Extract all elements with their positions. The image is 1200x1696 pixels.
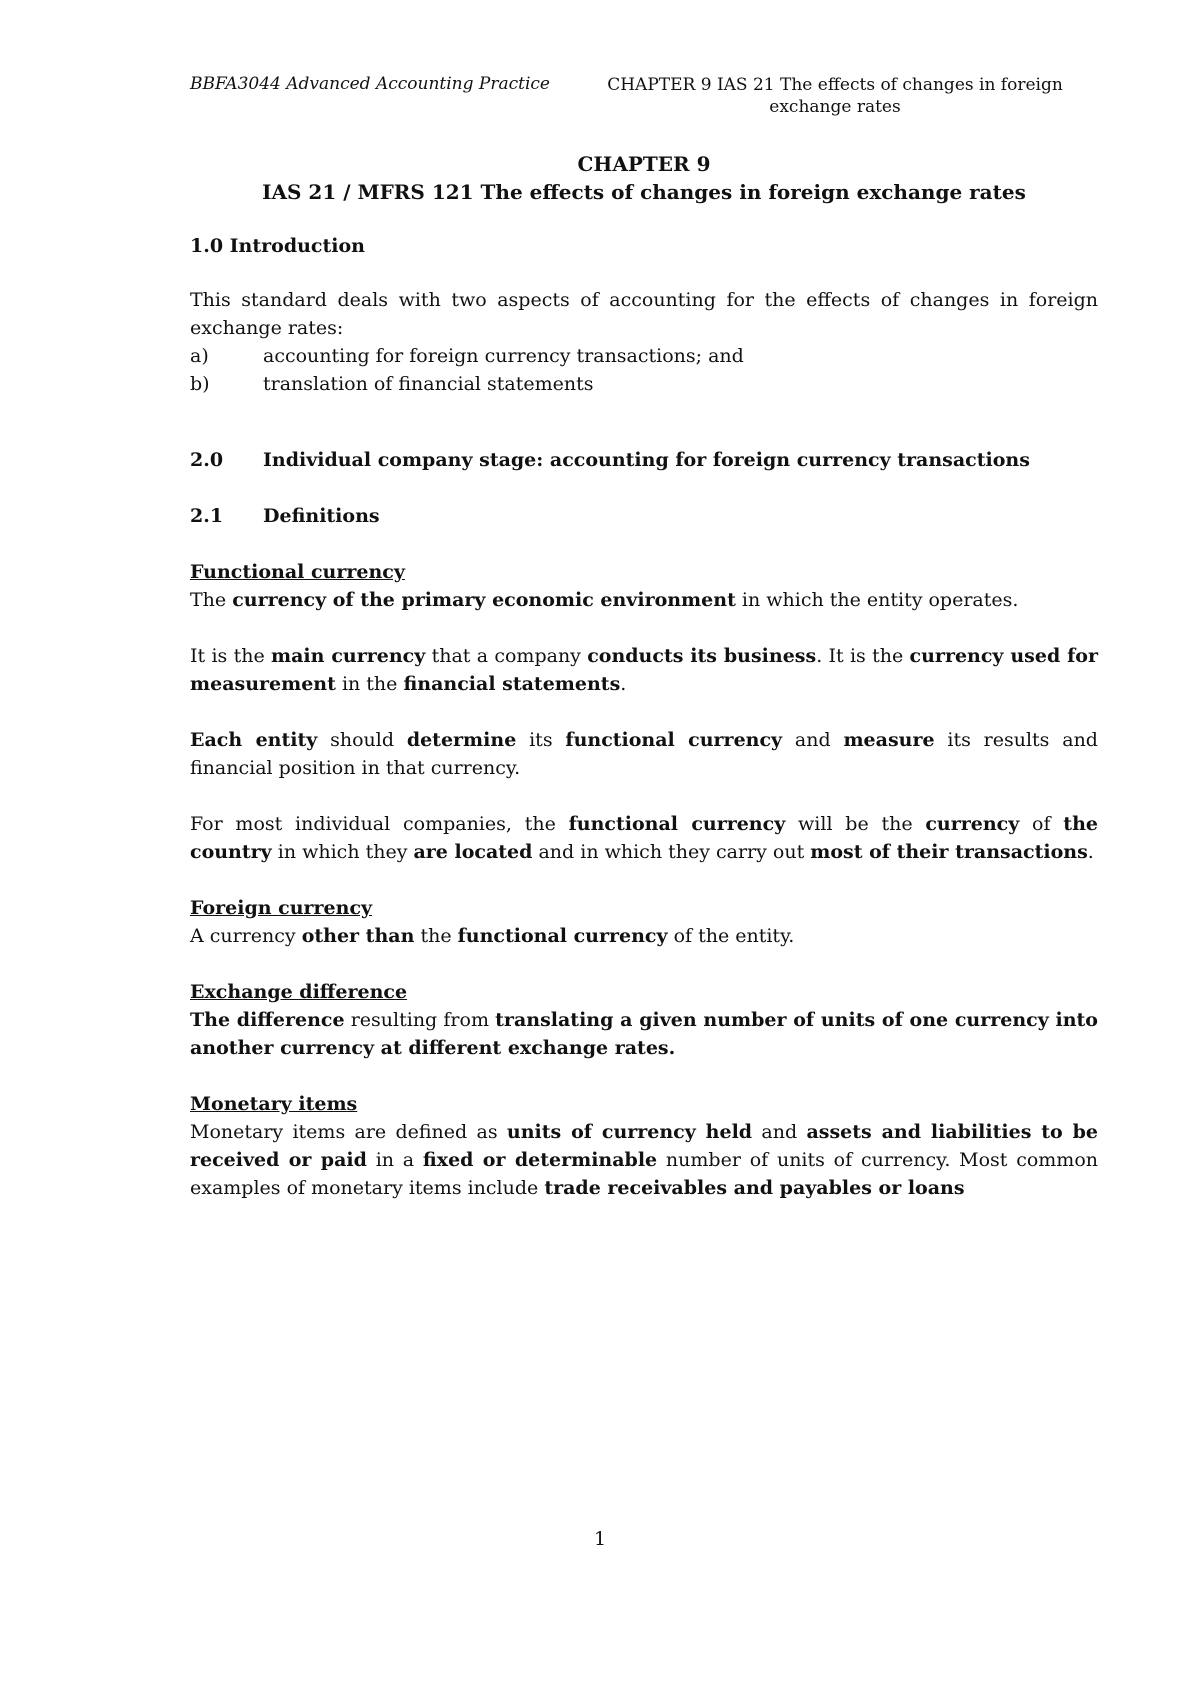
section-title: Definitions [263,505,380,527]
text-run: of the entity. [667,925,795,947]
section-heading-2-1 [190,502,1098,530]
text-run: in which the entity operates. [735,589,1019,611]
text-run: A currency [190,925,302,947]
definition-paragraph [190,1006,1098,1062]
bold-text-run: functional currency [457,925,668,947]
bold-text-run: The difference [190,1009,345,1031]
section-number: 2.1 [190,505,224,527]
bold-text-run: Each entity [190,729,318,751]
bold-text-run: financial statements [403,673,621,695]
text-run: number of units of currency. Most common examples of monetary items include [190,1149,1099,1199]
header-chapter-line2: exchange rates [769,97,901,117]
list-text: accounting for foreign currency transactions; and [263,345,744,367]
header-course-title: BBFA3044 Advanced Accounting Practice [190,74,550,94]
text-run: . It is the [816,645,910,667]
term-functional-currency: Functional currency [190,561,405,583]
functional-currency-determination [190,726,1098,782]
bold-text-run: units of currency held [506,1121,753,1143]
foreign-currency-definition [190,922,1098,950]
definition-paragraph [190,586,1098,614]
section-heading-2-0 [190,446,1098,474]
text-run: Monetary items are defined as [190,1121,507,1143]
text-run: the [414,925,458,947]
intro-paragraph [190,286,1098,342]
functional-currency-definition [190,586,1098,614]
bold-text-run: other than [301,925,415,947]
text-run: that a company [425,645,588,667]
bold-text-run: measure [843,729,935,751]
list-marker: a) [190,345,209,367]
section-number: 2.0 [190,449,224,471]
list-marker: b) [190,373,210,395]
bold-text-run: most of their transactions [810,841,1088,863]
text-run: in which they [271,841,414,863]
definition-paragraph [190,1118,1098,1202]
bold-text-run: functional currency [565,729,783,751]
intro-text: This standard deals with two aspects of accounting for the effects of changes in foreign exchange rates: [190,289,1098,339]
section-title: Individual company stage: accounting for foreign currency transactions [263,449,1030,471]
list-item [190,342,1098,370]
bold-text-run: determine [406,729,517,751]
text-run: and [782,729,844,751]
bold-text-run: conducts its business [587,645,817,667]
definition-paragraph [190,726,1098,782]
exchange-difference-definition [190,1006,1098,1062]
list-text: translation of financial statements [263,373,594,395]
term-monetary-items: Monetary items [190,1093,358,1115]
text-run: For most individual companies, the [190,813,569,835]
chapter-subtitle: IAS 21 / MFRS 121 The effects of changes in foreign exchange rates [262,180,1026,204]
bold-text-run: fixed or determinable [422,1149,658,1171]
bold-text-run: currency used for measurement [190,645,1098,695]
bold-text-run: currency of the primary economic environment [232,589,736,611]
text-run: in the [335,673,404,695]
term-foreign-currency: Foreign currency [190,897,373,919]
term-exchange-difference: Exchange difference [190,981,408,1003]
list-item [190,370,1098,398]
functional-currency-explanation [190,642,1098,698]
definition-paragraph [190,810,1098,866]
monetary-items-definition [190,1118,1098,1202]
bold-text-run: assets and liabilities to be received or paid [190,1121,1098,1171]
text-run: and in which they carry out [532,841,811,863]
header-chapter-title [580,74,1090,118]
text-run: will be the [785,813,926,835]
header-chapter-line1: CHAPTER 9 IAS 21 The effects of changes in foreign [607,75,1063,95]
bold-text-run: are located [413,841,533,863]
bold-text-run: currency [925,813,1020,835]
text-run: its [516,729,566,751]
bold-text-run: translating a given number of units of one currency into another currency at different exchange rates. [190,1009,1098,1059]
chapter-heading: CHAPTER 9 [577,152,711,176]
text-run: resulting from [344,1009,496,1031]
text-run: . [1087,841,1094,863]
text-run: in a [366,1149,423,1171]
bold-text-run: main currency [271,645,426,667]
functional-currency-country [190,810,1098,866]
text-run: . [620,673,627,695]
definition-paragraph [190,642,1098,698]
text-run: The [190,589,233,611]
text-run: should [317,729,407,751]
text-run: It is the [190,645,272,667]
section-heading-introduction: 1.0 Introduction [190,235,365,257]
bold-text-run: functional currency [568,813,786,835]
bold-text-run: the country [190,813,1098,863]
text-run: its results and financial position in that currency. [190,729,1098,779]
text-run: of [1019,813,1064,835]
text-run: and [752,1121,807,1143]
bold-text-run: trade receivables and payables or loans [544,1177,965,1199]
page-number: 1 [593,1528,607,1550]
definition-paragraph [190,922,1098,950]
